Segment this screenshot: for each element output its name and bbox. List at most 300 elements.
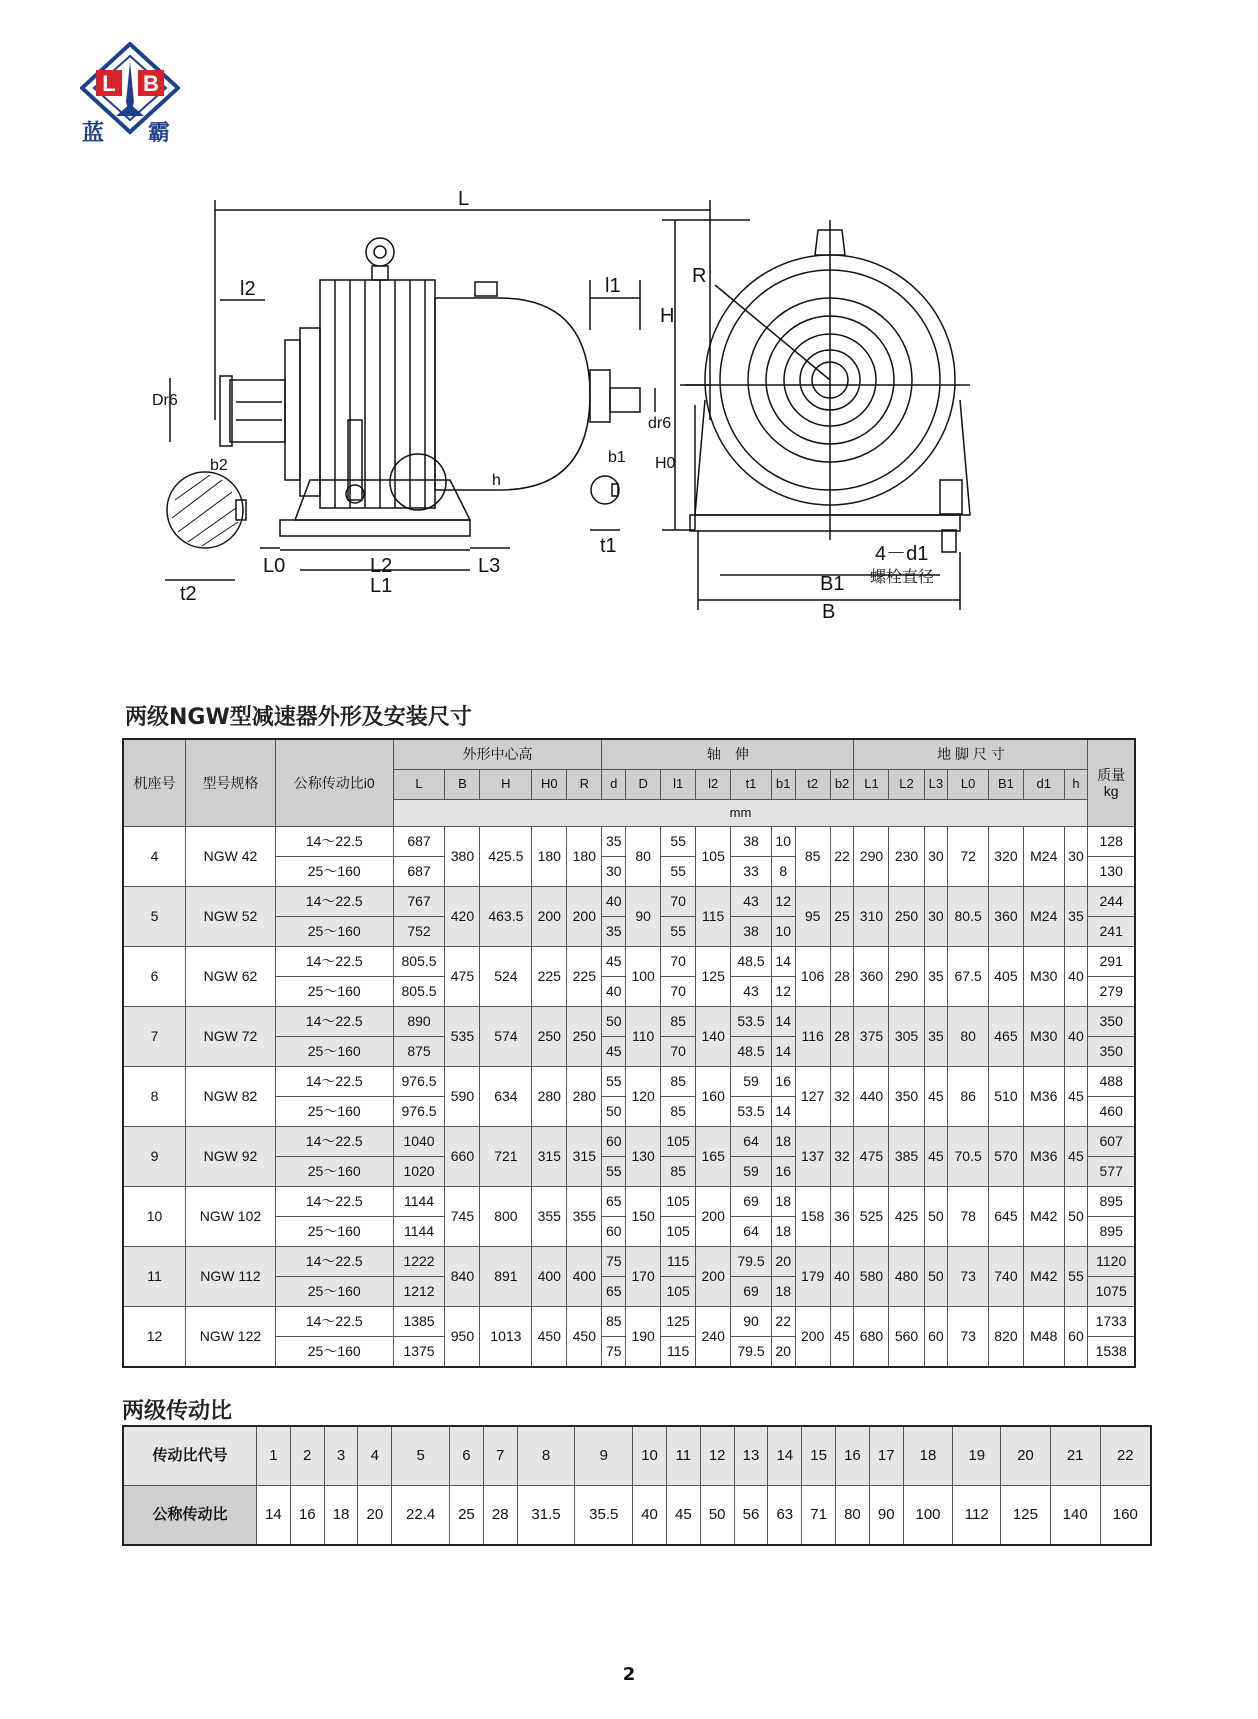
- cell-t2: 85: [795, 827, 830, 887]
- cell-b1: 18: [771, 1127, 795, 1157]
- cell-L: 805.5: [393, 947, 445, 977]
- cell-D: 80: [626, 827, 661, 887]
- cell-d: 40: [602, 977, 626, 1007]
- cell-h: 40: [1064, 947, 1088, 1007]
- cell-R: 200: [567, 887, 602, 947]
- cell-H0: 200: [532, 887, 567, 947]
- ratio-value: 16: [290, 1486, 324, 1546]
- cell-b1: 12: [771, 887, 795, 917]
- cell-B1: 360: [988, 887, 1023, 947]
- cell-t2: 137: [795, 1127, 830, 1187]
- col-d: d: [602, 770, 626, 800]
- col-L0: L0: [948, 770, 989, 800]
- cell-ratio: 14～22.5: [275, 887, 393, 917]
- cell-b2: 28: [830, 947, 854, 1007]
- ratio-code: 7: [483, 1426, 517, 1486]
- cell-b2: 32: [830, 1127, 854, 1187]
- cell-d1: M30: [1023, 947, 1064, 1007]
- table-row: [123, 1307, 1135, 1337]
- table-row: [123, 827, 1135, 857]
- ratio-value: 140: [1050, 1486, 1100, 1546]
- cell-B: 660: [445, 1127, 480, 1187]
- col-b2: b2: [830, 770, 854, 800]
- cell-l1: 125: [661, 1307, 696, 1337]
- cell-L2: 560: [889, 1307, 924, 1368]
- cell-L1: 580: [854, 1247, 889, 1307]
- cell-l1: 70: [661, 1037, 696, 1067]
- cell-l1: 85: [661, 1067, 696, 1097]
- cell-R: 250: [567, 1007, 602, 1067]
- ratio-code-label: 传动比代号: [123, 1426, 257, 1486]
- cell-frame: 10: [123, 1187, 186, 1247]
- cell-d: 85: [602, 1307, 626, 1337]
- cell-model: NGW 122: [186, 1307, 276, 1368]
- cell-kg: 895: [1088, 1187, 1135, 1217]
- cell-d: 75: [602, 1247, 626, 1277]
- col-H: H: [480, 770, 532, 800]
- ratio-code: 16: [836, 1426, 870, 1486]
- cell-h: 55: [1064, 1247, 1088, 1307]
- label-b1: b1: [608, 449, 626, 466]
- cell-model: NGW 52: [186, 887, 276, 947]
- ratio-value: 31.5: [517, 1486, 575, 1546]
- cell-l1: 105: [661, 1187, 696, 1217]
- ratio-value: 56: [734, 1486, 768, 1546]
- cell-d: 65: [602, 1277, 626, 1307]
- cell-B1: 405: [988, 947, 1023, 1007]
- cell-H: 634: [480, 1067, 532, 1127]
- cell-t1: 48.5: [731, 1037, 772, 1067]
- cell-l1: 85: [661, 1157, 696, 1187]
- label-t2: t2: [180, 583, 197, 605]
- cell-d1: M24: [1023, 887, 1064, 947]
- ratio-code: 18: [903, 1426, 953, 1486]
- label-dr6: dr6: [648, 415, 672, 432]
- cell-H0: 180: [532, 827, 567, 887]
- header-frame: 机座号: [123, 739, 186, 827]
- cell-d1: M42: [1023, 1247, 1064, 1307]
- cell-L: 1040: [393, 1127, 445, 1157]
- cell-l1: 85: [661, 1007, 696, 1037]
- cell-d1: M36: [1023, 1127, 1064, 1187]
- cell-D: 100: [626, 947, 661, 1007]
- cell-L: 1375: [393, 1337, 445, 1368]
- svg-text:L: L: [102, 71, 116, 96]
- cell-t2: 95: [795, 887, 830, 947]
- logo-char-left: 蓝: [82, 121, 105, 146]
- cell-t1: 59: [731, 1157, 772, 1187]
- cell-ratio: 14～22.5: [275, 827, 393, 857]
- cell-ratio: 14～22.5: [275, 1007, 393, 1037]
- cell-kg: 1120: [1088, 1247, 1135, 1277]
- cell-L2: 350: [889, 1067, 924, 1127]
- cell-D: 150: [626, 1187, 661, 1247]
- ratio-value: 50: [700, 1486, 734, 1546]
- cell-ratio: 14～22.5: [275, 1307, 393, 1337]
- cell-L: 1385: [393, 1307, 445, 1337]
- ratio-code: 20: [1001, 1426, 1051, 1486]
- cell-t1: 53.5: [731, 1007, 772, 1037]
- col-d1: d1: [1023, 770, 1064, 800]
- cell-D: 190: [626, 1307, 661, 1368]
- cell-b1: 16: [771, 1067, 795, 1097]
- cell-ratio: 25～160: [275, 1337, 393, 1368]
- cell-D: 170: [626, 1247, 661, 1307]
- col-t2: t2: [795, 770, 830, 800]
- cell-d: 60: [602, 1127, 626, 1157]
- cell-kg: 607: [1088, 1127, 1135, 1157]
- cell-l2: 200: [696, 1247, 731, 1307]
- header-ratio: 公称传动比i0: [275, 739, 393, 827]
- cell-L3: 30: [924, 827, 948, 887]
- header-shaft: 轴 伸: [602, 739, 854, 770]
- cell-t2: 158: [795, 1187, 830, 1247]
- cell-B: 840: [445, 1247, 480, 1307]
- cell-kg: 1538: [1088, 1337, 1135, 1368]
- label-L1: L1: [370, 575, 393, 597]
- cell-ratio: 25～160: [275, 857, 393, 887]
- cell-l1: 70: [661, 947, 696, 977]
- header-model: 型号规格: [186, 739, 276, 827]
- label-l2: l2: [240, 278, 256, 300]
- cell-ratio: 14～22.5: [275, 1187, 393, 1217]
- cell-ratio: 14～22.5: [275, 947, 393, 977]
- ratio-code: 17: [869, 1426, 903, 1486]
- cell-l2: 160: [696, 1067, 731, 1127]
- cell-ratio: 14～22.5: [275, 1127, 393, 1157]
- cell-L3: 45: [924, 1127, 948, 1187]
- cell-ratio: 25～160: [275, 1037, 393, 1067]
- cell-h: 45: [1064, 1067, 1088, 1127]
- cell-l2: 140: [696, 1007, 731, 1067]
- cell-ratio: 25～160: [275, 1157, 393, 1187]
- cell-L: 1144: [393, 1217, 445, 1247]
- cell-model: NGW 102: [186, 1187, 276, 1247]
- cell-kg: 244: [1088, 887, 1135, 917]
- cell-L0: 72: [948, 827, 989, 887]
- cell-l1: 55: [661, 827, 696, 857]
- cell-b2: 40: [830, 1247, 854, 1307]
- header-outline: 外形中心高: [393, 739, 602, 770]
- ratio-value: 71: [802, 1486, 836, 1546]
- cell-ratio: 25～160: [275, 1097, 393, 1127]
- cell-R: 450: [567, 1307, 602, 1368]
- ratio-code: 5: [392, 1426, 450, 1486]
- header-mass-unit: kg: [1103, 783, 1119, 799]
- cell-L0: 67.5: [948, 947, 989, 1007]
- cell-t1: 43: [731, 977, 772, 1007]
- label-Dr6: Dr6: [152, 392, 178, 409]
- ratio-value: 28: [483, 1486, 517, 1546]
- cell-L: 1144: [393, 1187, 445, 1217]
- cell-t1: 38: [731, 917, 772, 947]
- ratio-value: 63: [768, 1486, 802, 1546]
- cell-L0: 80: [948, 1007, 989, 1067]
- ratio-value: 22.4: [392, 1486, 450, 1546]
- cell-d1: M48: [1023, 1307, 1064, 1368]
- cell-L2: 250: [889, 887, 924, 947]
- cell-L0: 86: [948, 1067, 989, 1127]
- cell-H: 721: [480, 1127, 532, 1187]
- cell-t1: 59: [731, 1067, 772, 1097]
- cell-L1: 290: [854, 827, 889, 887]
- ratio-value-label: 公称传动比: [123, 1486, 257, 1546]
- col-L3: L3: [924, 770, 948, 800]
- cell-b1: 10: [771, 917, 795, 947]
- ratio-code: 8: [517, 1426, 575, 1486]
- table-row: [123, 1067, 1135, 1097]
- cell-ratio: 14～22.5: [275, 1067, 393, 1097]
- cell-R: 180: [567, 827, 602, 887]
- ratio-value: 40: [633, 1486, 667, 1546]
- table-row: [123, 947, 1135, 977]
- cell-B: 950: [445, 1307, 480, 1368]
- cell-h: 60: [1064, 1307, 1088, 1368]
- col-L1: L1: [854, 770, 889, 800]
- cell-h: 30: [1064, 827, 1088, 887]
- cell-t2: 127: [795, 1067, 830, 1127]
- ratio-value: 112: [953, 1486, 1001, 1546]
- cell-l1: 55: [661, 917, 696, 947]
- table1-title: 两级NGW型减速器外形及安装尺寸: [125, 705, 472, 730]
- cell-model: NGW 62: [186, 947, 276, 1007]
- cell-frame: 4: [123, 827, 186, 887]
- cell-b2: 36: [830, 1187, 854, 1247]
- cell-l2: 200: [696, 1187, 731, 1247]
- ratio-code: 21: [1050, 1426, 1100, 1486]
- svg-text:B: B: [143, 71, 159, 96]
- label-B1: B1: [820, 573, 845, 595]
- cell-d: 75: [602, 1337, 626, 1368]
- label-L3: L3: [478, 555, 501, 577]
- cell-L: 1222: [393, 1247, 445, 1277]
- cell-L: 687: [393, 857, 445, 887]
- cell-frame: 7: [123, 1007, 186, 1067]
- cell-H0: 450: [532, 1307, 567, 1368]
- cell-kg: 128: [1088, 827, 1135, 857]
- cell-frame: 8: [123, 1067, 186, 1127]
- label-l1: l1: [605, 275, 621, 297]
- ratio-value: 14: [257, 1486, 291, 1546]
- cell-b2: 45: [830, 1307, 854, 1368]
- cell-l1: 115: [661, 1337, 696, 1368]
- ratio-value: 90: [869, 1486, 903, 1546]
- ratio-value: 18: [324, 1486, 358, 1546]
- cell-t1: 69: [731, 1187, 772, 1217]
- cell-L: 687: [393, 827, 445, 857]
- cell-L: 767: [393, 887, 445, 917]
- label-d1: 4－d1: [875, 543, 929, 565]
- cell-kg: 577: [1088, 1157, 1135, 1187]
- cell-b1: 14: [771, 1097, 795, 1127]
- cell-h: 45: [1064, 1127, 1088, 1187]
- cell-d1: M42: [1023, 1187, 1064, 1247]
- table-row: [123, 1247, 1135, 1277]
- label-B: B: [822, 601, 836, 623]
- cell-L0: 73: [948, 1307, 989, 1368]
- cell-kg: 291: [1088, 947, 1135, 977]
- cell-b1: 12: [771, 977, 795, 1007]
- ratio-code: 13: [734, 1426, 768, 1486]
- cell-L2: 385: [889, 1127, 924, 1187]
- cell-L2: 305: [889, 1007, 924, 1067]
- table-row: [123, 1127, 1135, 1157]
- cell-L: 875: [393, 1037, 445, 1067]
- cell-b1: 10: [771, 827, 795, 857]
- cell-t2: 116: [795, 1007, 830, 1067]
- table2-title: 两级传动比: [122, 1399, 233, 1424]
- cell-R: 400: [567, 1247, 602, 1307]
- header-mass: [1088, 739, 1135, 827]
- ratio-code: 10: [633, 1426, 667, 1486]
- ratio-value: 45: [666, 1486, 700, 1546]
- cell-L2: 290: [889, 947, 924, 1007]
- cell-R: 315: [567, 1127, 602, 1187]
- col-L2: L2: [889, 770, 924, 800]
- cell-D: 90: [626, 887, 661, 947]
- cell-B: 420: [445, 887, 480, 947]
- table-row: [123, 887, 1135, 917]
- cell-ratio: 25～160: [275, 1217, 393, 1247]
- cell-L3: 45: [924, 1067, 948, 1127]
- ratio-value: 20: [358, 1486, 392, 1546]
- cell-b2: 25: [830, 887, 854, 947]
- cell-L: 805.5: [393, 977, 445, 1007]
- cell-B1: 645: [988, 1187, 1023, 1247]
- label-h: h: [492, 472, 501, 489]
- cell-d: 50: [602, 1097, 626, 1127]
- cell-l2: 125: [696, 947, 731, 1007]
- header-foot: 地 脚 尺 寸: [854, 739, 1088, 770]
- cell-L: 976.5: [393, 1097, 445, 1127]
- table-row: [123, 1007, 1135, 1037]
- cell-l2: 105: [696, 827, 731, 887]
- cell-L3: 60: [924, 1307, 948, 1368]
- cell-model: NGW 82: [186, 1067, 276, 1127]
- cell-L: 752: [393, 917, 445, 947]
- cell-kg: 350: [1088, 1037, 1135, 1067]
- cell-R: 280: [567, 1067, 602, 1127]
- cell-t2: 200: [795, 1307, 830, 1368]
- reducer-drawing: [150, 180, 1090, 680]
- table-row: [123, 1187, 1135, 1217]
- label-R: R: [692, 265, 707, 287]
- cell-B: 535: [445, 1007, 480, 1067]
- cell-l2: 115: [696, 887, 731, 947]
- cell-H0: 250: [532, 1007, 567, 1067]
- cell-H: 463.5: [480, 887, 532, 947]
- cell-b1: 20: [771, 1337, 795, 1368]
- cell-H: 1013: [480, 1307, 532, 1368]
- cell-B: 380: [445, 827, 480, 887]
- cell-l1: 70: [661, 977, 696, 1007]
- cell-d1: M24: [1023, 827, 1064, 887]
- ratio-code: 3: [324, 1426, 358, 1486]
- cell-D: 110: [626, 1007, 661, 1067]
- cell-b1: 20: [771, 1247, 795, 1277]
- cell-ratio: 14～22.5: [275, 1247, 393, 1277]
- cell-d: 50: [602, 1007, 626, 1037]
- cell-L: 976.5: [393, 1067, 445, 1097]
- cell-B: 475: [445, 947, 480, 1007]
- ratio-code: 19: [953, 1426, 1001, 1486]
- label-H0: H0: [655, 455, 676, 472]
- cell-l1: 115: [661, 1247, 696, 1277]
- ratio-value: 80: [836, 1486, 870, 1546]
- ratio-code: 12: [700, 1426, 734, 1486]
- cell-b1: 14: [771, 947, 795, 977]
- cell-L1: 360: [854, 947, 889, 1007]
- cell-d: 55: [602, 1157, 626, 1187]
- cell-H: 524: [480, 947, 532, 1007]
- col-B: B: [445, 770, 480, 800]
- cell-t1: 33: [731, 857, 772, 887]
- dimensions-table: [122, 738, 1136, 1368]
- cell-L3: 50: [924, 1247, 948, 1307]
- col-t1: t1: [731, 770, 772, 800]
- cell-b2: 32: [830, 1067, 854, 1127]
- cell-H0: 355: [532, 1187, 567, 1247]
- cell-d: 55: [602, 1067, 626, 1097]
- cell-kg: 460: [1088, 1097, 1135, 1127]
- cell-D: 120: [626, 1067, 661, 1127]
- cell-t2: 179: [795, 1247, 830, 1307]
- cell-R: 355: [567, 1187, 602, 1247]
- ratio-code: 14: [768, 1426, 802, 1486]
- header-mass-label: 质量: [1097, 766, 1126, 783]
- label-b2: b2: [210, 457, 228, 474]
- cell-kg: 350: [1088, 1007, 1135, 1037]
- cell-L3: 35: [924, 1007, 948, 1067]
- cell-B1: 570: [988, 1127, 1023, 1187]
- cell-B1: 510: [988, 1067, 1023, 1127]
- col-b1: b1: [771, 770, 795, 800]
- cell-frame: 5: [123, 887, 186, 947]
- cell-l1: 105: [661, 1277, 696, 1307]
- label-t1: t1: [600, 535, 617, 557]
- col-l1: l1: [661, 770, 696, 800]
- cell-model: NGW 72: [186, 1007, 276, 1067]
- cell-L3: 50: [924, 1187, 948, 1247]
- ratio-value: 160: [1100, 1486, 1151, 1546]
- ratio-code: 9: [575, 1426, 633, 1486]
- cell-L0: 78: [948, 1187, 989, 1247]
- cell-b1: 8: [771, 857, 795, 887]
- cell-frame: 11: [123, 1247, 186, 1307]
- cell-B: 590: [445, 1067, 480, 1127]
- cell-H0: 315: [532, 1127, 567, 1187]
- col-D: D: [626, 770, 661, 800]
- unit-row: mm: [393, 800, 1088, 827]
- cell-L0: 70.5: [948, 1127, 989, 1187]
- cell-L1: 440: [854, 1067, 889, 1127]
- cell-b1: 18: [771, 1217, 795, 1247]
- col-l2: l2: [696, 770, 731, 800]
- cell-d1: M30: [1023, 1007, 1064, 1067]
- label-bolt: 螺栓直径: [870, 569, 935, 586]
- cell-L2: 480: [889, 1247, 924, 1307]
- ratio-value: 100: [903, 1486, 953, 1546]
- cell-t1: 64: [731, 1217, 772, 1247]
- cell-L3: 35: [924, 947, 948, 1007]
- cell-b1: 22: [771, 1307, 795, 1337]
- cell-ratio: 25～160: [275, 1277, 393, 1307]
- ratio-table: [122, 1425, 1152, 1546]
- ratio-code: 15: [802, 1426, 836, 1486]
- cell-d1: M36: [1023, 1067, 1064, 1127]
- cell-l1: 105: [661, 1217, 696, 1247]
- ratio-value: 35.5: [575, 1486, 633, 1546]
